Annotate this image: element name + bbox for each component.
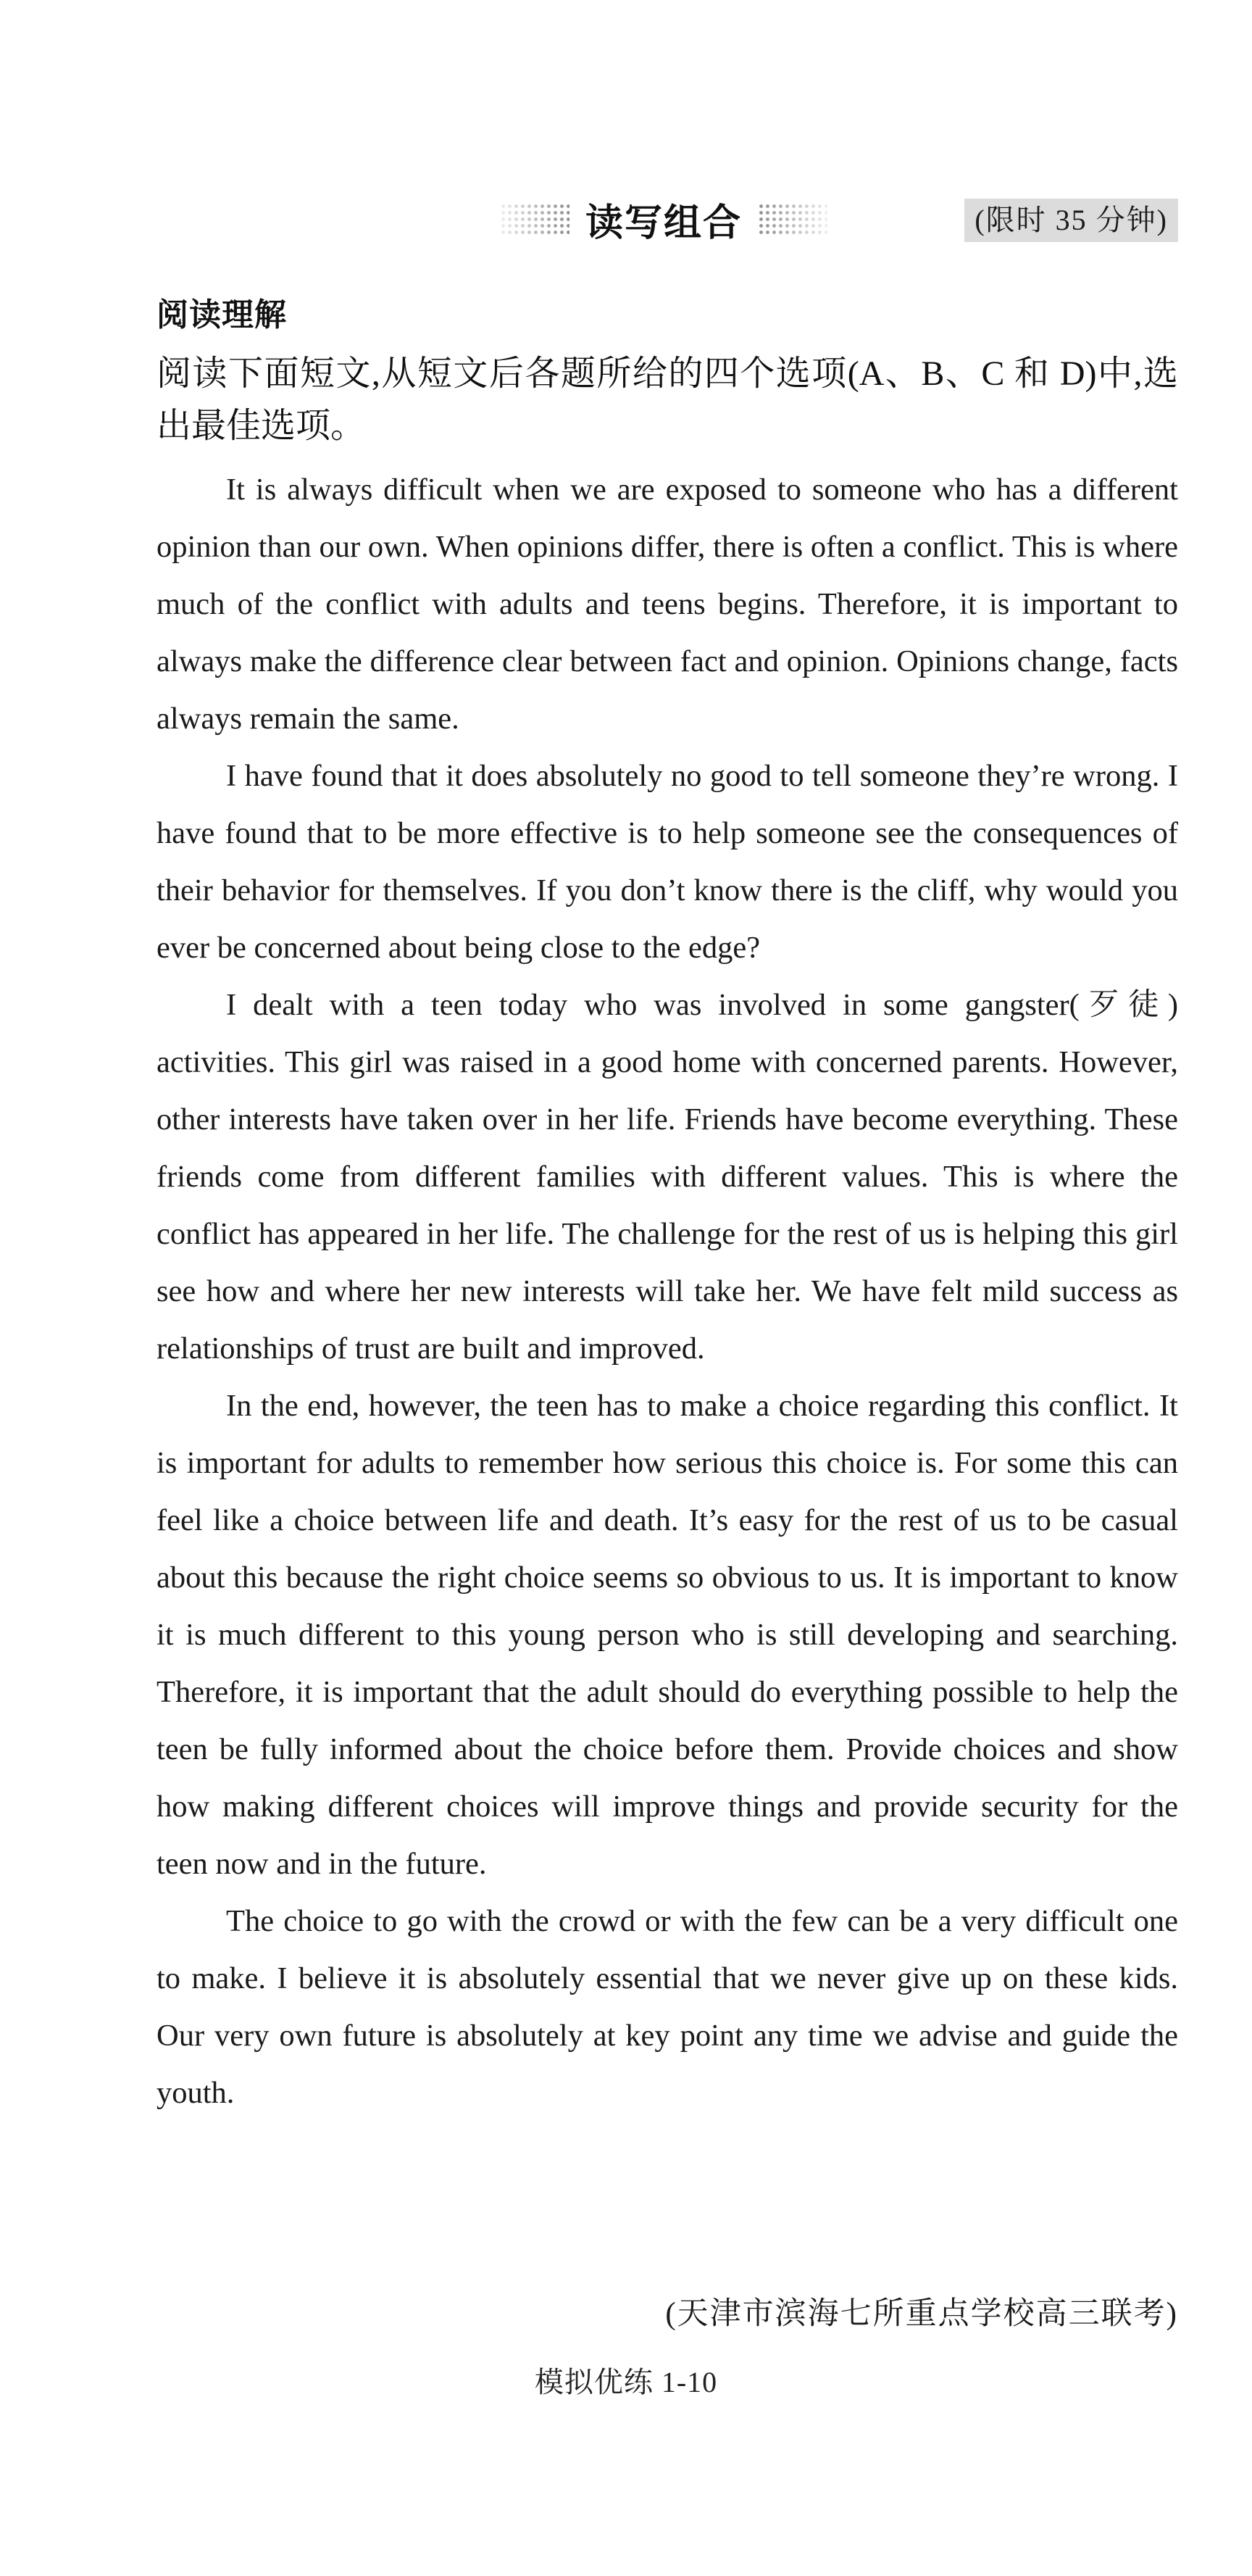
passage-paragraph: I dealt with a teen today who was involved in some gangster(歹徒) activities. This girl was raised in a good home with concerned parents. However, other interests have taken over in her life. Friends have become everything. These friends come from different families with different values. This is where the conflict has appeared in her life. The challenge for the rest of us is helping this girl see how and where her new interests will take her. We have felt mild success as relationships of trust are built and improved. — [156, 988, 1178, 1366]
dot-pattern-left-icon — [500, 203, 569, 235]
passage-paragraph: It is always difficult when we are exposed to someone who has a different opinion than our own. When opinions differ, there is often a conflict. This is where much of the conflict with adults and teens begins. Therefore, it is important to always make the difference clear between fact and opinion. Opinions change, facts always remain the same. — [156, 473, 1178, 736]
instructions-text: 阅读下面短文,从短文后各题所给的四个选项(A、B、C 和 D)中,选出最佳选项。 — [156, 354, 1178, 445]
reading-passage — [156, 461, 1178, 2122]
passage-paragraph: I have found that it does absolutely no good to tell someone they’re wrong. I have found that to be more effective is to help someone see the consequences of their behavior for themselves. If you don’t know there is the cliff, why would you ever be concerned about being close to the edge? — [156, 759, 1178, 965]
title-group — [500, 190, 827, 248]
page-footer-label: 模拟优练 1-10 — [534, 2366, 718, 2398]
passage-source: (天津市滨海七所重点学校高三联考) — [665, 2297, 1178, 2331]
time-limit-badge: (限时 35 分钟) — [964, 199, 1178, 242]
reading-comprehension-heading: 阅读理解 — [156, 296, 287, 333]
section-title: 读写组合 — [585, 201, 743, 245]
dot-pattern-right-icon — [758, 203, 827, 235]
page-header — [0, 190, 1252, 248]
passage-paragraph: In the end, however, the teen has to make a choice regarding this conflict. It is important for adults to remember how serious this choice is. For some this can feel like a choice between life and death. It’s easy for the rest of us to be casual about this because the right choice seems so obvious to us. It is important to know it is much different to this young person who is still developing and searching. Therefore, it is important that the adult should do everything possible to help the teen be fully informed about the choice before them. Provide choices and show how making different choices will improve things and provide security for the teen now and in the future. — [156, 1389, 1178, 1881]
passage-paragraph: The choice to go with the crowd or with the few can be a very difficult one to make. I believe it is absolutely essential that we never give up on these kids. Our very own future is absolutely at key point any time we advise and guide the youth. — [156, 1904, 1178, 2110]
